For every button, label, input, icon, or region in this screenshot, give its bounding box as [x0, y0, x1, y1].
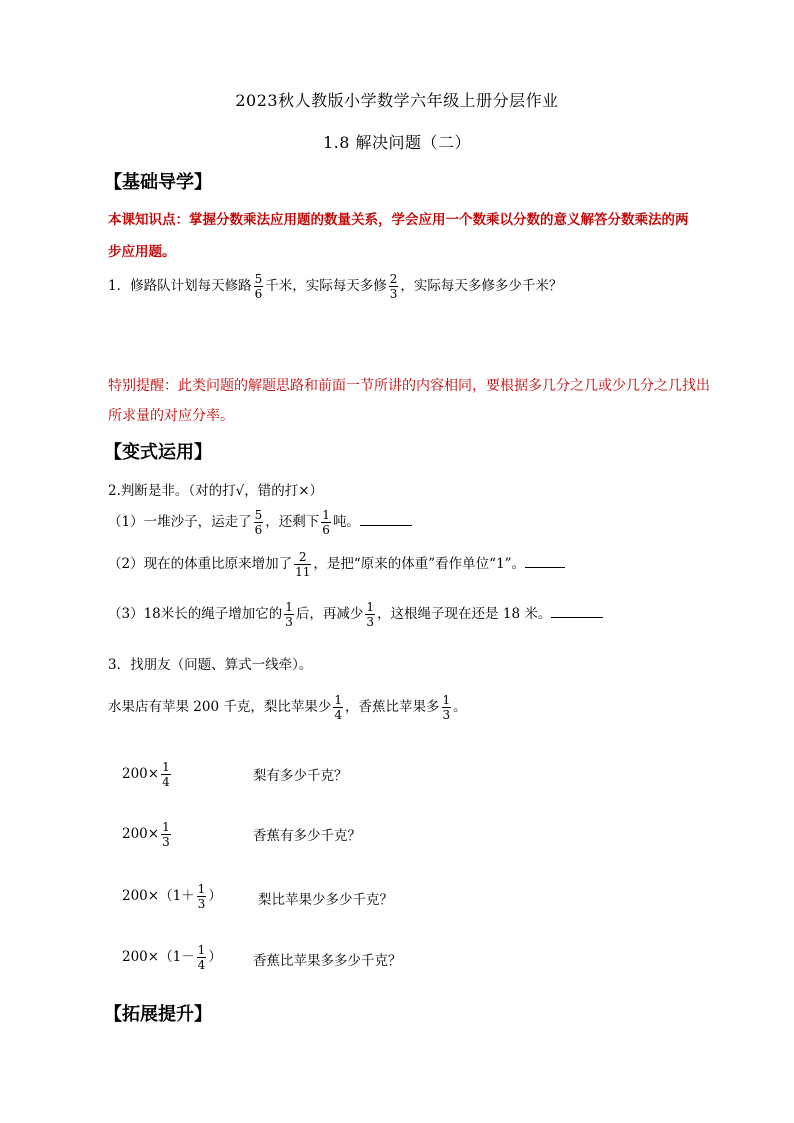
knowledge-point-line2: 步应用题。 — [108, 244, 176, 260]
q1-text-b: 千米，实际每天多修 — [265, 278, 387, 294]
expression-1[interactable]: 200× $\frac{1}{4}$ — [122, 760, 170, 789]
q2-3-fraction-2: $\frac{1}{3}$ — [366, 600, 375, 629]
tip-line1: 特别提醒：此类问题的解题思路和前面一节所讲的内容相同，要根据多几分之几或少几分之几找出 — [108, 378, 710, 394]
q1-text-a: 1．修路队计划每天修路 — [108, 278, 252, 294]
question-2-1: （1）一堆沙子，运走了 $\frac{5}{6}$ ，还剩下 $\frac{1}{6}$ 吨。 — [108, 508, 412, 537]
question-option-3[interactable]: 梨比苹果少多少千克？ — [258, 892, 393, 908]
question-option-1[interactable]: 梨有多少千克？ — [253, 768, 348, 784]
section-heading-extension: 【拓展提升】 — [104, 1004, 212, 1025]
question-2-3: （3）18米长的绳子增加它的 $\frac{1}{3}$ 后，再减少 $\frac{1}{3}$ ，这根绳子现在还是 18 米。 — [108, 600, 603, 629]
q2-1-fraction-2: $\frac{1}{6}$ — [322, 508, 330, 537]
question-3-stem: 水果店有苹果 200 千克，梨比苹果少 $\frac{1}{4}$ ，香蕉比苹果多 $\frac{1}{3}$ 。 — [108, 693, 467, 722]
question-2-title: 2.判断是非。（对的打√，错的打×） — [108, 483, 324, 499]
section-heading-variation: 【变式运用】 — [104, 442, 212, 463]
expression-2[interactable]: 200× $\frac{1}{3}$ — [122, 820, 170, 849]
question-3-title: 3．找朋友（问题、算式一线牵）。 — [108, 657, 313, 673]
knowledge-point-line1: 本课知识点：掌握分数乘法应用题的数量关系，学会应用一个数乘以分数的意义解答分数乘法的两 — [108, 212, 689, 228]
expression-3[interactable]: 200×（1＋ $\frac{1}{3}$ ） — [122, 882, 222, 911]
q1-fraction-2: $\frac{2}{3}$ — [389, 272, 398, 301]
page-title: 2023秋人教版小学数学六年级上册分层作业 — [235, 91, 559, 110]
question-2-2: （2）现在的体重比原来增加了 $\frac{2}{11}$ ，是把“原来的体重”看作单位“1”。 — [108, 550, 565, 579]
tip-line2: 所求量的对应分率。 — [108, 408, 234, 424]
q1-text-c: ，实际每天多修多少千米？ — [400, 278, 563, 294]
q3-stem-fraction-2: $\frac{1}{3}$ — [442, 693, 451, 722]
q2-2-fraction: $\frac{2}{11}$ — [295, 550, 311, 579]
expression-4[interactable]: 200×（1－ $\frac{1}{4}$ ） — [122, 943, 222, 972]
answer-blank[interactable] — [525, 555, 565, 568]
q2-1-fraction-1: $\frac{5}{6}$ — [254, 508, 263, 537]
lesson-subtitle: 1.8 解决问题（二） — [322, 133, 472, 152]
q2-3-fraction-1: $\frac{1}{3}$ — [285, 600, 293, 629]
question-1 — [108, 272, 562, 301]
q3-stem-fraction-1: $\frac{1}{4}$ — [334, 693, 342, 722]
question-option-4[interactable]: 香蕉比苹果多多少千克？ — [253, 953, 402, 969]
section-heading-basic: 【基础导学】 — [104, 172, 212, 193]
question-option-2[interactable]: 香蕉有多少千克？ — [253, 828, 361, 844]
answer-blank[interactable] — [551, 605, 603, 618]
answer-blank[interactable] — [360, 513, 412, 526]
q1-fraction-1: $\frac{5}{6}$ — [254, 272, 263, 301]
